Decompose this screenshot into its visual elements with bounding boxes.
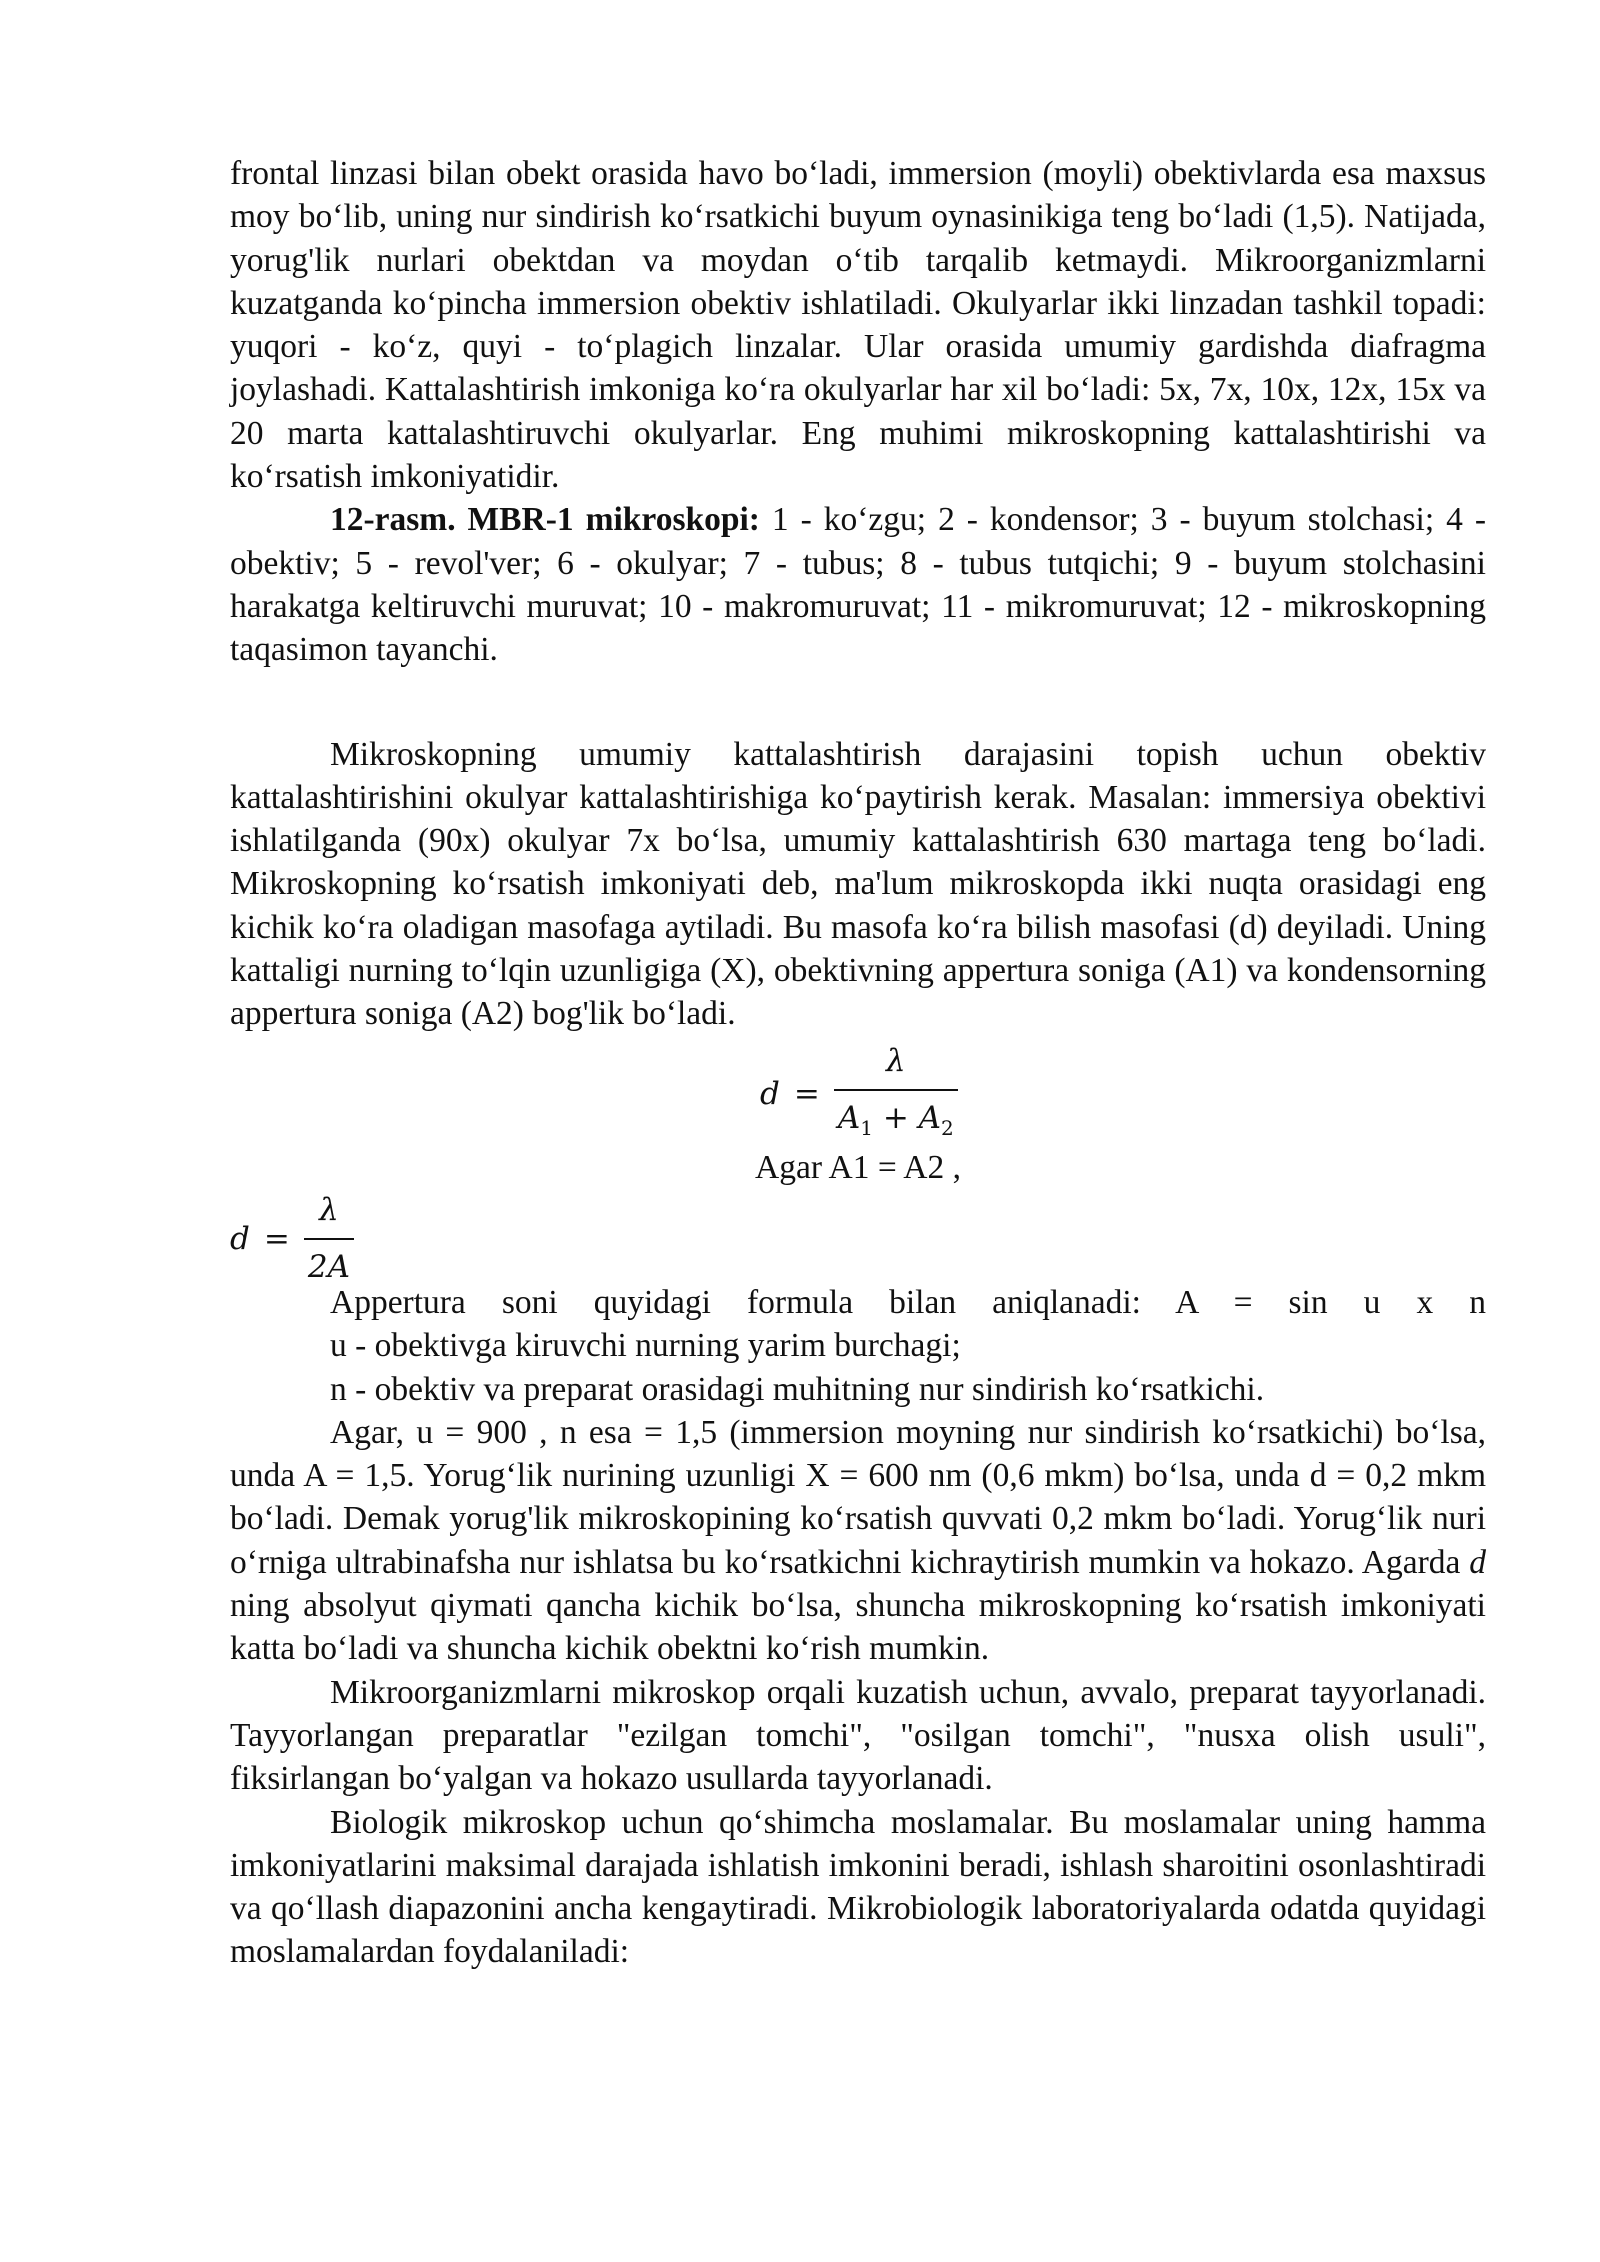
formula-den-a: A bbox=[837, 1099, 861, 1136]
paragraph-preparation: Mikroorganizmlarni mikroskop orqali kuzatish uchun, avvalo, preparat tayyorlanadi. Tayyorlangan preparatlar "ezilgan tomchi", "osilgan tomchi", "nusxa olish usuli", fiksirlangan bo‘yalgan va hokazo usullarda tayyorlanadi. bbox=[230, 1673, 1486, 1798]
formula-simplified-block bbox=[230, 1189, 1486, 1286]
paragraph-accessories: Biologik mikroskop uchun qo‘shimcha moslamalar. Bu moslamalar uning hamma imkoniyatlarini maksimal darajada ishlatish imkonini beradi, ishlash sharoitini osonlashtiradi va qo‘llash diapazonini ancha kengaytiradi. Mikrobiologik laboratoriyalarda odatda quyidagi moslamalardan foydalaniladi: bbox=[230, 1803, 1486, 1971]
figure-caption bbox=[230, 498, 1486, 671]
formula-simplified bbox=[230, 1189, 354, 1290]
aperture-definition: Appertura soni quyidagi formula bilan aniqlanadi: A = sin u x n bbox=[330, 1283, 1486, 1321]
formula-fraction bbox=[834, 1040, 958, 1151]
formula2-numerator: λ bbox=[319, 1191, 339, 1228]
paragraph-magnification: Mikroskopning umumiy kattalashtirish darajasini topish uchun obektiv kattalashtirishini okulyar kattalashtirishiga ko‘paytirish kerak. Masalan: immersiya obektivi ishlatilganda (90x) okulyar 7x bo‘lsa, umumiy kattalashtirish 630 martaga teng bo‘ladi. Mikroskopning ko‘rsatish imkoniyati deb, ma'lum mikroskopda ikki nuqta orasidagi eng kichik ko‘ra oladigan masofaga aytiladi. Bu masofa ko‘ra bilish masofasi (d) deyiladi. Uning kattaligi nurning to‘lqin uzunligiga (X), obektivning appertura soniga (A1) va kondensorning appertura soniga (A2) bog'lik bo‘ladi. bbox=[230, 735, 1486, 1033]
paragraph-resolution-example bbox=[230, 1411, 1486, 1671]
formula-resolution-block bbox=[230, 1036, 1486, 1146]
formula2-denominator: 2A bbox=[304, 1238, 354, 1289]
formula-den-a-sub: 1 bbox=[860, 1116, 873, 1141]
aperture-n-definition: n - obektiv va preparat orasidagi muhitning nur sindirish ko‘rsatkichi. bbox=[330, 1370, 1265, 1408]
resolution-example-part2: ning absolyut qiymati qancha kichik bo‘lsa, shuncha mikroskopning ko‘rsatish imkoniyati katta bo‘ladi va shuncha kichik obektni ko‘rish mumkin. bbox=[230, 1587, 1486, 1668]
formula-equals: = bbox=[793, 1076, 820, 1113]
resolution-example-part1: Agar, u = 900 , n esa = 1,5 (immersion moyning nur sindirish ko‘rsatkichi) bo‘lsa, unda A = 1,5. Yorug‘lik nurining uzunligi X = 600 nm (0,6 mkm) bo‘lsa, unda d = 0,2 mkm bo‘ladi. Demak yorug'lik mikroskopining ko‘rsatish quvvati 0,2 mkm bo‘ladi. Yorug‘lik nuri o‘rniga ultrabinafsha nur ishlatsa bu ko‘rsatkichni kichraytirish mumkin va hokazo. Agarda bbox=[230, 1413, 1486, 1581]
formula2-lhs: d bbox=[230, 1220, 250, 1257]
figure-caption-title: 12-rasm. MBR-1 mikroskopi: bbox=[330, 501, 760, 539]
paragraph-lens-description: frontal linzasi bilan obekt orasida havo bo‘ladi, immersion (moyli) obektivlarda esa maxsus moy bo‘lib, uning nur sindirish ko‘rsatkichi buyum oynasinikiga teng bo‘ladi (1,5). Natijada, yorug'lik nurlari obektdan va moydan o‘tib tarqalib ketmaydi. Mikroorganizmlarni kuzatganda ko‘pincha immersion obektiv ishlatiladi. Okulyarlar ikki linzadan tashkil topadi: yuqori - ko‘z, quyi - to‘plagich linzalar. Ular orasida umumiy gardishda diafragma joylashadi. Kattalashtirish imkoniga ko‘ra okulyarlar har xil bo‘ladi: 5x, 7x, 10x, 12x, 15x va 20 marta kattalashtiruvchi okulyarlar. Eng muhimi mikroskopning kattalashtirishi va ko‘rsatish imkoniyatidir. bbox=[230, 155, 1486, 496]
figure-caption-text: 1 - ko‘zgu; 2 - kondensor; 3 - buyum stolchasi; 4 - obektiv; 5 - revol'ver; 6 - okulyar; 7 - tubus; 8 - tubus tutqichi; 9 - buyum stolchasini harakatga keltiruvchi muruvat; 10 - makromuruvat; 11 - mikromuruvat; 12 - mikroskopning taqasimon tayanchi. bbox=[230, 501, 1486, 669]
formula-den-b: A bbox=[918, 1099, 942, 1136]
resolution-example-italic-d: d bbox=[1469, 1543, 1486, 1581]
aperture-u-definition: u - obektivga kiruvchi nurning yarim burchagi; bbox=[330, 1327, 961, 1365]
formula2-fraction bbox=[304, 1189, 354, 1290]
condition-line: Agar A1 = A2 , bbox=[755, 1148, 961, 1186]
formula-numerator: λ bbox=[885, 1042, 906, 1079]
document-page bbox=[230, 152, 1486, 1974]
formula-denominator bbox=[834, 1089, 958, 1150]
formula-resolution bbox=[760, 1040, 958, 1151]
formula-den-b-sub: 2 bbox=[941, 1116, 954, 1141]
formula-lhs: d bbox=[760, 1076, 780, 1113]
formula-den-plus: + bbox=[872, 1099, 919, 1136]
formula2-equals: = bbox=[263, 1220, 290, 1257]
